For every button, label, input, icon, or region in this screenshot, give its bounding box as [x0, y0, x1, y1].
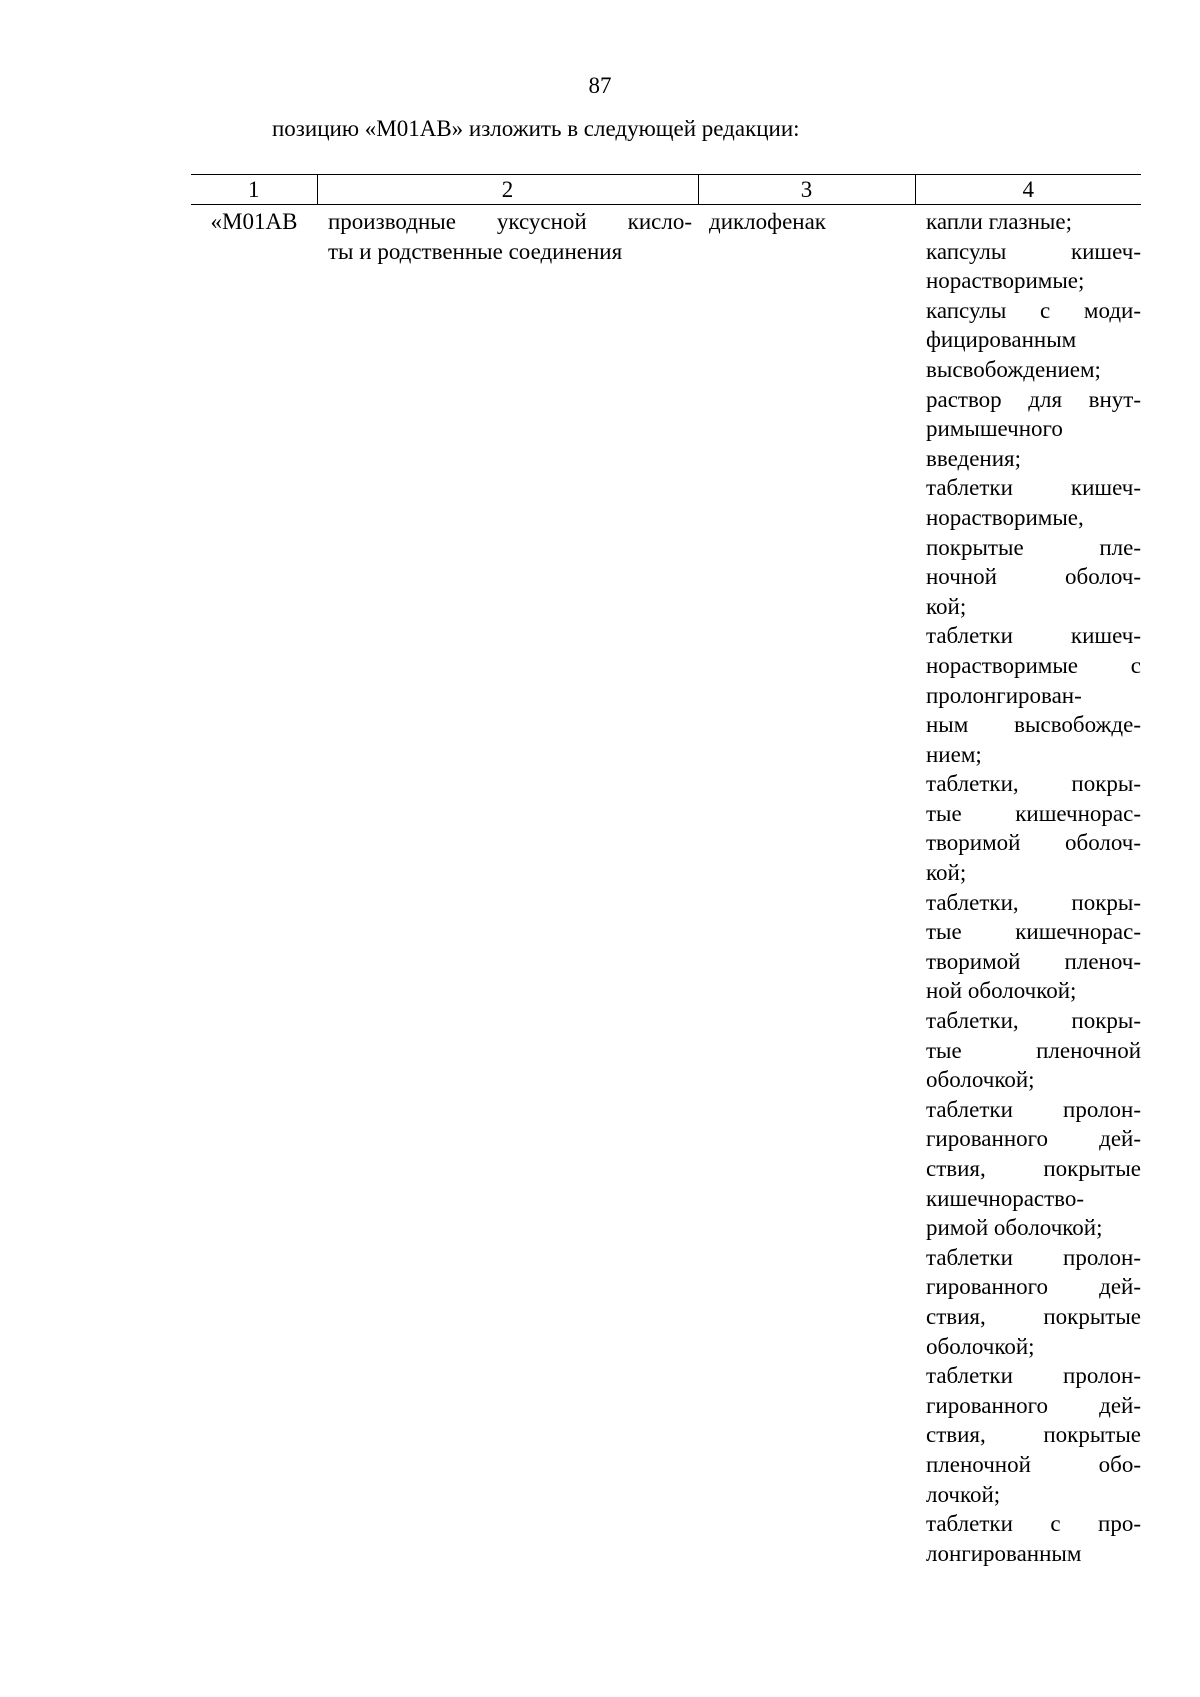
dosage-form-line: таблетки, покры- — [926, 1008, 1141, 1034]
anatomical-group-cell — [317, 205, 698, 1569]
dosage-form-line: пролонгирован- — [926, 682, 1082, 708]
column-header-3: 3 — [698, 175, 915, 205]
group-line: ты и родственные соединения — [328, 238, 623, 264]
dosage-form-line: гированного дей- — [926, 1274, 1141, 1300]
dosage-form-line: тые пленочной — [926, 1037, 1141, 1063]
dosage-form-line: норастворимые с — [926, 652, 1141, 678]
dosage-form-line: гированного дей- — [926, 1392, 1141, 1418]
dosage-form-line: введения; — [926, 445, 1021, 471]
column-header-2: 2 — [317, 175, 698, 205]
dosage-form-line: пленочной обо- — [926, 1451, 1141, 1477]
dosage-form-line: капсулы кишеч- — [926, 238, 1141, 264]
table-header-row — [191, 175, 1141, 205]
dosage-form-line: кой; — [926, 593, 967, 619]
dosage-form-line: творимой пленоч- — [926, 948, 1141, 974]
dosage-form-line: римой оболочкой; — [926, 1215, 1103, 1241]
dosage-form-line: фицированным — [926, 327, 1077, 353]
dosage-form-line: творимой оболоч- — [926, 830, 1141, 856]
dosage-form-line: высвобождением; — [926, 356, 1101, 382]
group-line: производные уксусной кисло- — [328, 209, 692, 234]
dosage-form-line: оболочкой; — [926, 1333, 1035, 1359]
dosage-form-line: тые кишечнорас- — [926, 800, 1141, 826]
dosage-form-line: оболочкой; — [926, 1067, 1035, 1093]
dosage-form-line: таблетки с про- — [926, 1511, 1141, 1537]
table-row — [191, 205, 1141, 1569]
column-header-4: 4 — [915, 175, 1141, 205]
dosage-form-line: покрытые пле- — [926, 534, 1141, 560]
dosage-form-line: раствор для внут- — [926, 386, 1141, 412]
atc-code-cell: «M01AB — [210, 209, 298, 234]
dosage-form-line: нием; — [926, 741, 982, 767]
amendment-intro-text: позицию «M01AB» изложить в следующей редакции: — [272, 116, 800, 141]
column-header-1: 1 — [191, 175, 317, 205]
dosage-form-line: таблетки, покры- — [926, 889, 1141, 915]
drug-name-cell: диклофенак — [709, 209, 826, 234]
dosage-form-line: капсулы с моди- — [926, 297, 1141, 323]
dosage-form-line: норастворимые; — [926, 268, 1085, 294]
dosage-form-line: норастворимые, — [926, 504, 1084, 530]
dosage-form-line: ной оболочкой; — [926, 978, 1077, 1004]
dosage-form-line: капли глазные; — [926, 209, 1072, 234]
dosage-form-line: кой; — [926, 860, 967, 886]
dosage-form-line: таблетки кишеч- — [926, 475, 1141, 501]
dosage-form-line: тые кишечнорас- — [926, 919, 1141, 945]
dosage-forms-cell — [915, 205, 1141, 1569]
dosage-form-line: ствия, покрытые — [926, 1303, 1141, 1329]
dosage-form-line: лочкой; — [926, 1481, 1001, 1507]
page-number: 87 — [588, 73, 612, 98]
dosage-form-line: ствия, покрытые — [926, 1422, 1141, 1448]
dosage-form-line: римышечного — [926, 416, 1063, 442]
dosage-form-line: кишечнораство- — [926, 1185, 1085, 1211]
dosage-form-line: таблетки пролон- — [926, 1244, 1141, 1270]
dosage-form-line: ствия, покрытые — [926, 1156, 1141, 1181]
dosage-form-line: таблетки, покры- — [926, 771, 1141, 797]
dosage-form-line: таблетки пролон- — [926, 1363, 1141, 1389]
dosage-form-line: таблетки пролон- — [926, 1096, 1141, 1122]
dosage-form-line: лонгированным — [926, 1540, 1082, 1566]
drug-classification-table — [191, 174, 1141, 1568]
dosage-form-line: гированного дей- — [926, 1126, 1141, 1152]
dosage-form-line: ночной оболоч- — [926, 564, 1141, 590]
dosage-form-line: ным высвобожде- — [926, 712, 1141, 738]
dosage-form-line: таблетки кишеч- — [926, 623, 1141, 649]
